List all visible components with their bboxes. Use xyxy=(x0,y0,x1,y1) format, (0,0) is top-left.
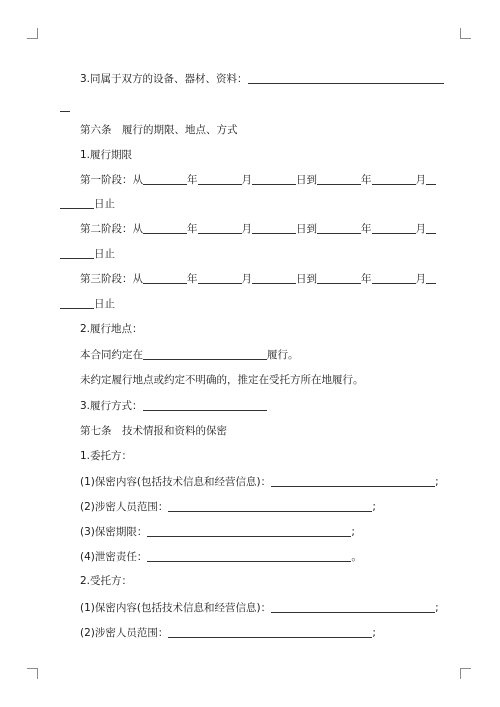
client-heading: 1.委托方： xyxy=(80,450,133,462)
place-heading: 2.履行地点： xyxy=(80,323,143,335)
shared-equipment-line xyxy=(80,71,444,86)
phase-2-line-cont: 日止 xyxy=(60,246,115,261)
phase-1-line-cont: 日止 xyxy=(60,196,115,211)
contractor-item-2: (2)涉密人员范围： ; xyxy=(80,627,376,639)
phase-1-line: 第一阶段：从 年 月 日到 年 月 xyxy=(80,172,436,187)
crop-mark-bottom-left xyxy=(27,668,38,679)
shared-equipment-line-cont xyxy=(60,99,70,114)
article-6-heading: 第六条 履行的期限、地点、方式 xyxy=(80,124,238,136)
client-item-2: (2)涉密人员范围： ; xyxy=(80,501,376,513)
article-7-heading: 第七条 技术情报和资料的保密 xyxy=(80,425,227,437)
place-line: 本合同约定在 履行。 xyxy=(80,349,299,361)
phase-3-line-cont: 日止 xyxy=(60,296,115,311)
method-line: 3.履行方式： xyxy=(80,398,267,413)
shared-equipment-label: 3.同属于双方的设备、器材、资料： xyxy=(80,73,248,85)
place-blank[interactable] xyxy=(143,347,267,360)
shared-equipment-blank[interactable] xyxy=(248,71,444,84)
place-default-note: 未约定履行地点或约定不明确的，推定在受托方所在地履行。 xyxy=(80,374,364,386)
period-heading: 1.履行期限 xyxy=(80,149,133,161)
client-item-3: (3)保密期限： ; xyxy=(80,526,355,538)
contractor-heading: 2.受托方： xyxy=(80,575,133,587)
phase-3-line: 第三阶段：从 年 月 日到 年 月 xyxy=(80,271,436,286)
contractor-item-1: (1)保密内容(包括技术信息和经营信息)： ; xyxy=(80,602,439,614)
method-blank[interactable] xyxy=(143,398,267,411)
client-item-1: (1)保密内容(包括技术信息和经营信息)： ; xyxy=(80,476,439,488)
phase-2-line: 第二阶段：从 年 月 日到 年 月 xyxy=(80,221,436,236)
crop-mark-top-left xyxy=(27,28,38,39)
crop-mark-bottom-right xyxy=(460,668,471,679)
client-item-4: (4)泄密责任： 。 xyxy=(80,551,362,563)
shared-equipment-blank-cont[interactable] xyxy=(60,99,70,112)
crop-mark-top-right xyxy=(460,28,471,39)
